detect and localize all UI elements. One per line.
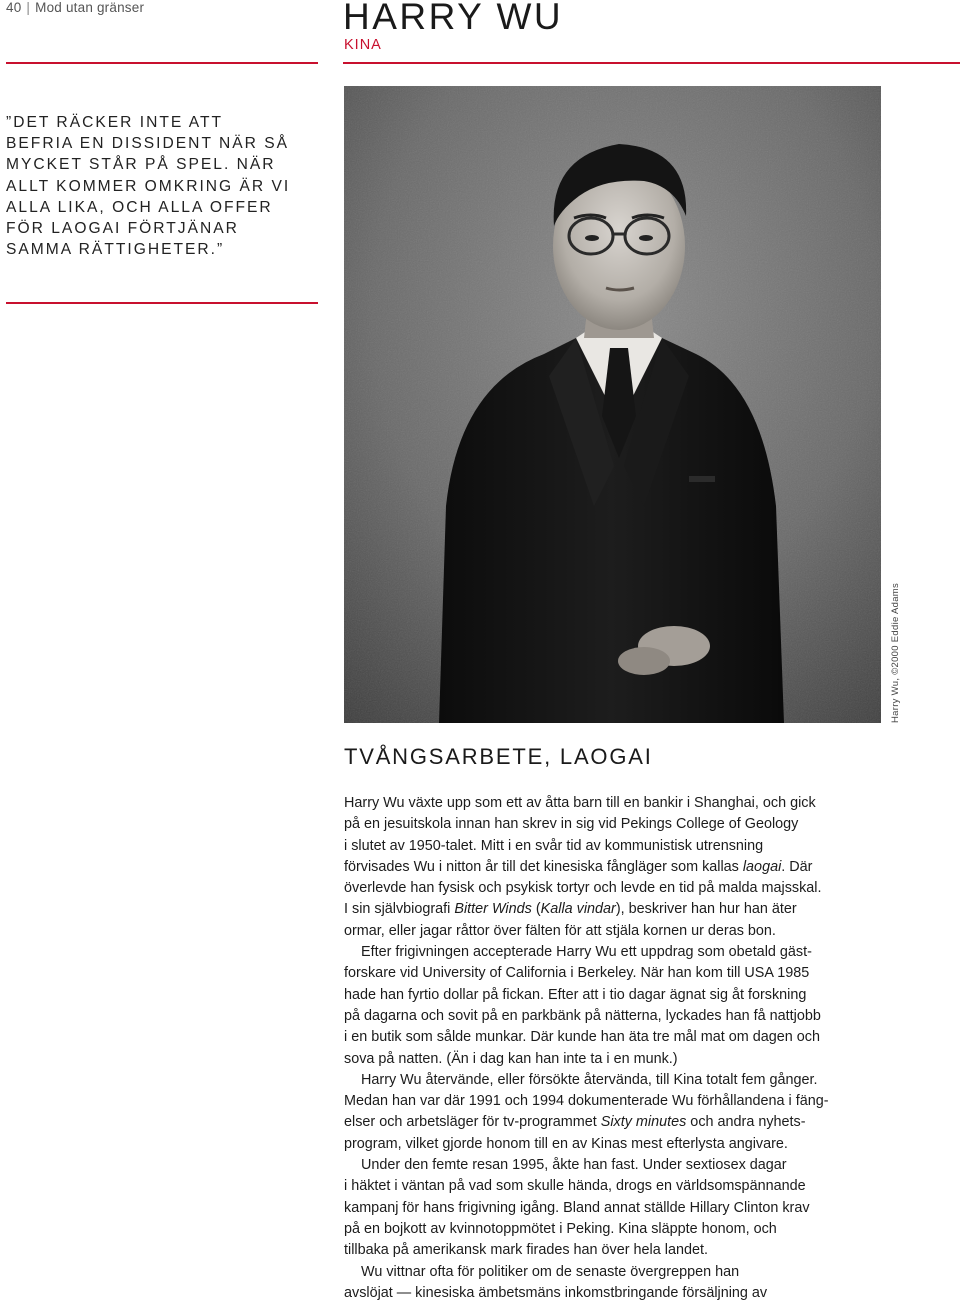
body-text-run: I sin självbiografi — [344, 901, 455, 918]
body-text-run: . Där — [781, 858, 813, 875]
body-text-run: förvisades Wu i nitton år till det kinesiska fångläger som kallas — [344, 858, 743, 875]
body-text-run: Medan han var där 1991 och 1994 dokumenterade Wu förhållandena i fäng- — [344, 1093, 829, 1110]
body-text-run: hade han fyrtio dollar på fickan. Efter att i tio dagar ägnat sig åt forskning — [344, 986, 807, 1003]
body-line — [344, 942, 904, 963]
body-text-run: ), beskriver han hur han äter — [615, 901, 797, 918]
running-head-separator: | — [26, 0, 31, 15]
body-line — [344, 836, 904, 857]
body-text-run: ( — [531, 901, 541, 918]
body-line — [344, 1091, 904, 1112]
body-text-run: forskare vid University of California i Berkeley. När han kom till USA 1985 — [344, 965, 810, 982]
body-line — [344, 1006, 904, 1027]
quote-line: ALLA LIKA, OCH ALLA OFFER — [6, 198, 273, 216]
body-line — [344, 1240, 904, 1261]
body-text-run: Harry Wu växte upp som ett av åtta barn till en bankir i Shanghai, och gick — [344, 795, 816, 811]
body-line — [344, 1198, 904, 1219]
body-line — [344, 793, 904, 814]
body-text-run: Harry Wu återvände, eller försökte återvända, till Kina totalt fem gånger. — [361, 1071, 818, 1088]
body-line — [344, 963, 904, 984]
quote-line: FÖR LAOGAI FÖRTJÄNAR — [6, 220, 239, 238]
body-line — [344, 1049, 904, 1070]
body-line — [344, 1262, 904, 1283]
body-text-run: tillbaka på amerikansk mark firades han över hela landet. — [344, 1242, 708, 1259]
body-text-run: i slutet av 1950-talet. Mitt i en svår tid av kommunistisk utrensning — [344, 837, 764, 854]
body-line — [344, 985, 904, 1006]
section-heading: TVÅNGSARBETE, LAOGAI — [344, 744, 653, 769]
body-line — [344, 1219, 904, 1240]
italic-title: Sixty minutes — [600, 1114, 687, 1131]
portrait-photo — [344, 86, 881, 723]
book-title: Mod utan gränser — [35, 0, 145, 15]
body-text-run: program, vilket gjorde honom till en av Kinas mest efterlysta angivare. — [344, 1135, 788, 1152]
body-line — [344, 1112, 904, 1133]
body-line — [344, 1134, 904, 1155]
page-title: HARRY WU — [343, 0, 564, 37]
running-head — [6, 0, 144, 15]
body-text-run: i häktet i väntan på vad som skulle hända, drogs en världsomspännande — [344, 1178, 806, 1195]
quote-bottom-rule — [6, 302, 318, 304]
top-right-rule — [343, 62, 960, 64]
body-line — [344, 814, 904, 835]
article-body — [344, 793, 904, 1304]
body-line — [344, 1027, 904, 1048]
body-line — [344, 1176, 904, 1197]
quote-line: MYCKET STÅR PÅ SPEL. NÄR — [6, 156, 276, 174]
portrait-illustration — [344, 86, 881, 723]
italic-title: Bitter Winds — [454, 901, 532, 918]
body-text-run: och andra nyhets- — [686, 1114, 806, 1131]
body-line — [344, 1070, 904, 1091]
body-text-run: ormar, eller jagar råttor över fälten för att stjäla kornen ur deras bon. — [344, 922, 776, 939]
body-text-run: i en butik som sålde munkar. Där kunde han äta tre mål mat om dagen och — [344, 1029, 820, 1046]
quote-line: BEFRIA EN DISSIDENT NÄR SÅ — [6, 135, 290, 153]
body-text-run: på en jesuitskola innan han skrev in sig vid Pekings College of Geology — [344, 816, 799, 833]
pull-quote — [6, 112, 318, 260]
page-number: 40 — [6, 0, 22, 15]
body-text-run: Under den femte resan 1995, åkte han fast. Under sextiosex dagar — [361, 1157, 787, 1174]
body-line — [344, 899, 904, 920]
body-line — [344, 857, 904, 878]
body-line — [344, 1155, 904, 1176]
quote-line: ALLT KOMMER OMKRING ÄR VI — [6, 177, 291, 195]
body-text-run: elser och arbetsläger för tv-programmet — [344, 1114, 601, 1131]
country-label: KINA — [344, 37, 382, 53]
body-line — [344, 878, 904, 899]
body-text-run: överlevde han fysisk och psykisk tortyr och levde en tid på malda majsskal. — [344, 880, 822, 897]
body-line — [344, 1283, 904, 1304]
italic-title: Kalla vindar — [540, 901, 616, 918]
quote-line: ”DET RÄCKER INTE ATT — [6, 114, 224, 131]
body-text-run: avslöjat — kinesiska ämbetsmäns inkomstbringande försäljning av — [344, 1284, 768, 1301]
body-text-run: Efter frigivningen accepterade Harry Wu ett uppdrag som obetald gäst- — [361, 944, 812, 961]
top-left-rule — [6, 62, 318, 64]
photo-credit: Harry Wu, ©2000 Eddie Adams — [890, 582, 901, 723]
body-text-run: kampanj för hans frigivning igång. Bland annat ställde Hillary Clinton krav — [344, 1199, 810, 1216]
quote-line: SAMMA RÄTTIGHETER.” — [6, 241, 225, 259]
italic-title: laogai — [742, 858, 782, 875]
body-text-run: på dagarna och sovit på en parkbänk på nätterna, lyckades han få nattjobb — [344, 1007, 821, 1024]
body-text-run: på en bojkott av kvinnotoppmötet i Peking. Kina släppte honom, och — [344, 1220, 777, 1237]
body-line — [344, 921, 904, 942]
body-text-run: Wu vittnar ofta för politiker om de senaste övergreppen han — [361, 1263, 740, 1280]
body-text-run: sova på natten. (Än i dag kan han inte ta i en munk.) — [344, 1050, 678, 1067]
